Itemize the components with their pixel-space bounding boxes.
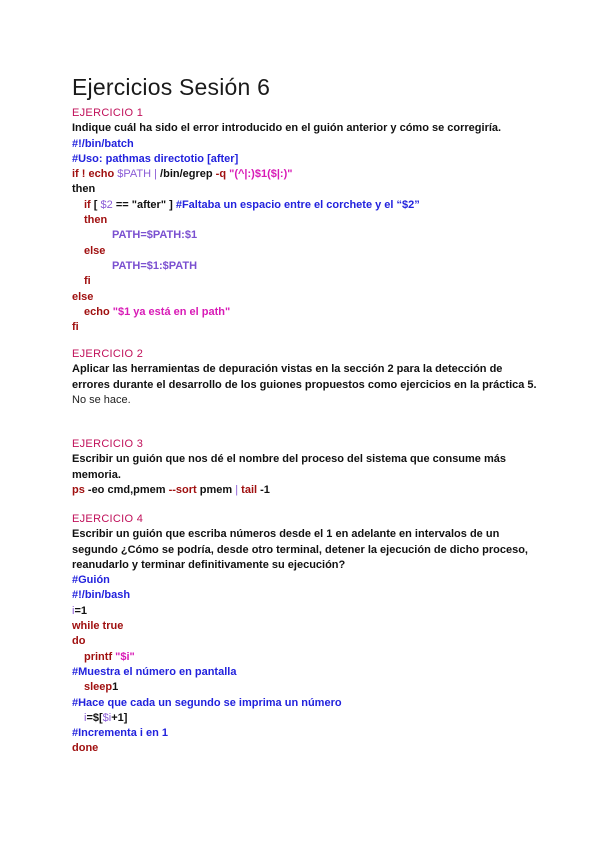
code-keyword: printf bbox=[84, 650, 113, 663]
code-expr: =$[ bbox=[86, 711, 103, 724]
code-variable: $2 bbox=[100, 198, 113, 211]
exercise-2-heading: EJERCICIO 2 bbox=[72, 348, 144, 360]
code-variable: i bbox=[84, 711, 87, 724]
code-if2-line bbox=[72, 198, 542, 213]
exercise-2 bbox=[72, 347, 542, 408]
code-fi-inner: fi bbox=[84, 275, 91, 288]
exercise-4-question: Escribir un guión que escriba números desde el 1 en adelante en intervalos de un segundo ¿Cómo se podría, desde otro terminal, detener la ejecución de dicho proceso, reanudarlo y terminar definitivamente su ejecución? bbox=[72, 528, 528, 571]
exercise-4 bbox=[72, 512, 542, 757]
code-arg: pmem bbox=[199, 483, 233, 496]
code-variable: PATH bbox=[112, 229, 141, 242]
code-value: =$PATH:$1 bbox=[140, 229, 198, 242]
code-keyword: sleep bbox=[84, 681, 113, 694]
code-done: done bbox=[72, 742, 99, 755]
code-string: "$1 ya está en el path" bbox=[112, 305, 231, 318]
code-keyword: if bbox=[84, 198, 91, 211]
code-operator: == bbox=[115, 198, 129, 211]
code-expr: +1] bbox=[111, 711, 128, 724]
code-else: else bbox=[72, 290, 94, 303]
exercise-2-question: Aplicar las herramientas de depuración vistas en la sección 2 para la detección de errores durante el desarrollo de los guiones propuestos como ejercicios en la práctica 5. bbox=[72, 363, 537, 391]
code-command: tail bbox=[241, 483, 258, 496]
code-comment: #Muestra el número en pantalla bbox=[72, 665, 237, 678]
code-arg: 1 bbox=[112, 681, 119, 694]
exercise-3 bbox=[72, 437, 542, 498]
code-ps-line bbox=[72, 483, 542, 498]
code-then: then bbox=[72, 183, 96, 196]
code-path-assign-1 bbox=[72, 228, 542, 243]
code-keyword: if ! echo bbox=[72, 168, 115, 181]
code-command: ps bbox=[72, 483, 85, 496]
code-keyword: echo bbox=[84, 305, 110, 318]
code-variable: PATH bbox=[112, 259, 141, 272]
code-string: "$i" bbox=[115, 650, 135, 663]
code-do: do bbox=[72, 635, 86, 648]
code-value: =$1:$PATH bbox=[140, 259, 198, 272]
code-string-after: "after" bbox=[131, 198, 167, 211]
code-flag: --sort bbox=[168, 483, 197, 496]
code-assign-line bbox=[72, 604, 542, 619]
code-usage-comment: #Uso: pathmas directotio [after] bbox=[72, 152, 239, 165]
code-comment: #Hace que cada un segundo se imprima un número bbox=[72, 696, 342, 709]
code-while: while true bbox=[72, 620, 124, 633]
code-increment-line bbox=[72, 711, 542, 726]
code-bracket-close: ] bbox=[169, 198, 173, 211]
code-variable: i bbox=[72, 604, 75, 617]
code-sleep-line bbox=[72, 680, 542, 695]
code-then-inner: then bbox=[84, 214, 108, 227]
code-comment: #Guión bbox=[72, 574, 110, 587]
code-args: -eo cmd,pmem bbox=[87, 483, 166, 496]
exercise-4-heading: EJERCICIO 4 bbox=[72, 513, 144, 525]
exercise-3-question: Escribir un guión que nos dé el nombre del proceso del sistema que consume más memoria. bbox=[72, 453, 506, 481]
code-string: "(^|:)$1($|:)" bbox=[229, 168, 293, 181]
code-printf-line bbox=[72, 650, 542, 665]
code-flag: -q bbox=[215, 168, 227, 181]
code-comment: #Incrementa i en 1 bbox=[72, 727, 168, 740]
code-if-line bbox=[72, 167, 542, 182]
code-bracket-open: [ bbox=[93, 198, 98, 211]
code-variable: $i bbox=[102, 711, 112, 724]
code-pipe: | bbox=[154, 168, 157, 181]
code-shebang: #!/bin/bash bbox=[72, 589, 131, 602]
code-value: =1 bbox=[74, 604, 87, 617]
code-variable: $PATH bbox=[117, 168, 152, 181]
exercise-1 bbox=[72, 106, 542, 335]
exercise-3-heading: EJERCICIO 3 bbox=[72, 438, 144, 450]
code-shebang: #!/bin/batch bbox=[72, 137, 134, 150]
exercise-1-question: Indique cuál ha sido el error introducido en el guión anterior y cómo se corregiría. bbox=[72, 122, 502, 135]
code-pipe: | bbox=[235, 483, 239, 496]
code-path-assign-2 bbox=[72, 259, 542, 274]
page-title: Ejercicios Sesión 6 bbox=[72, 74, 271, 100]
code-else-inner: else bbox=[84, 244, 106, 257]
code-fi: fi bbox=[72, 321, 79, 334]
code-arg: -1 bbox=[260, 483, 270, 496]
exercise-1-heading: EJERCICIO 1 bbox=[72, 107, 144, 119]
exercise-2-answer: No se hace. bbox=[72, 393, 131, 406]
code-command: /bin/egrep bbox=[160, 168, 213, 181]
code-comment: #Faltaba un espacio entre el corchete y el “$2” bbox=[175, 198, 420, 211]
code-echo-line bbox=[72, 305, 542, 320]
